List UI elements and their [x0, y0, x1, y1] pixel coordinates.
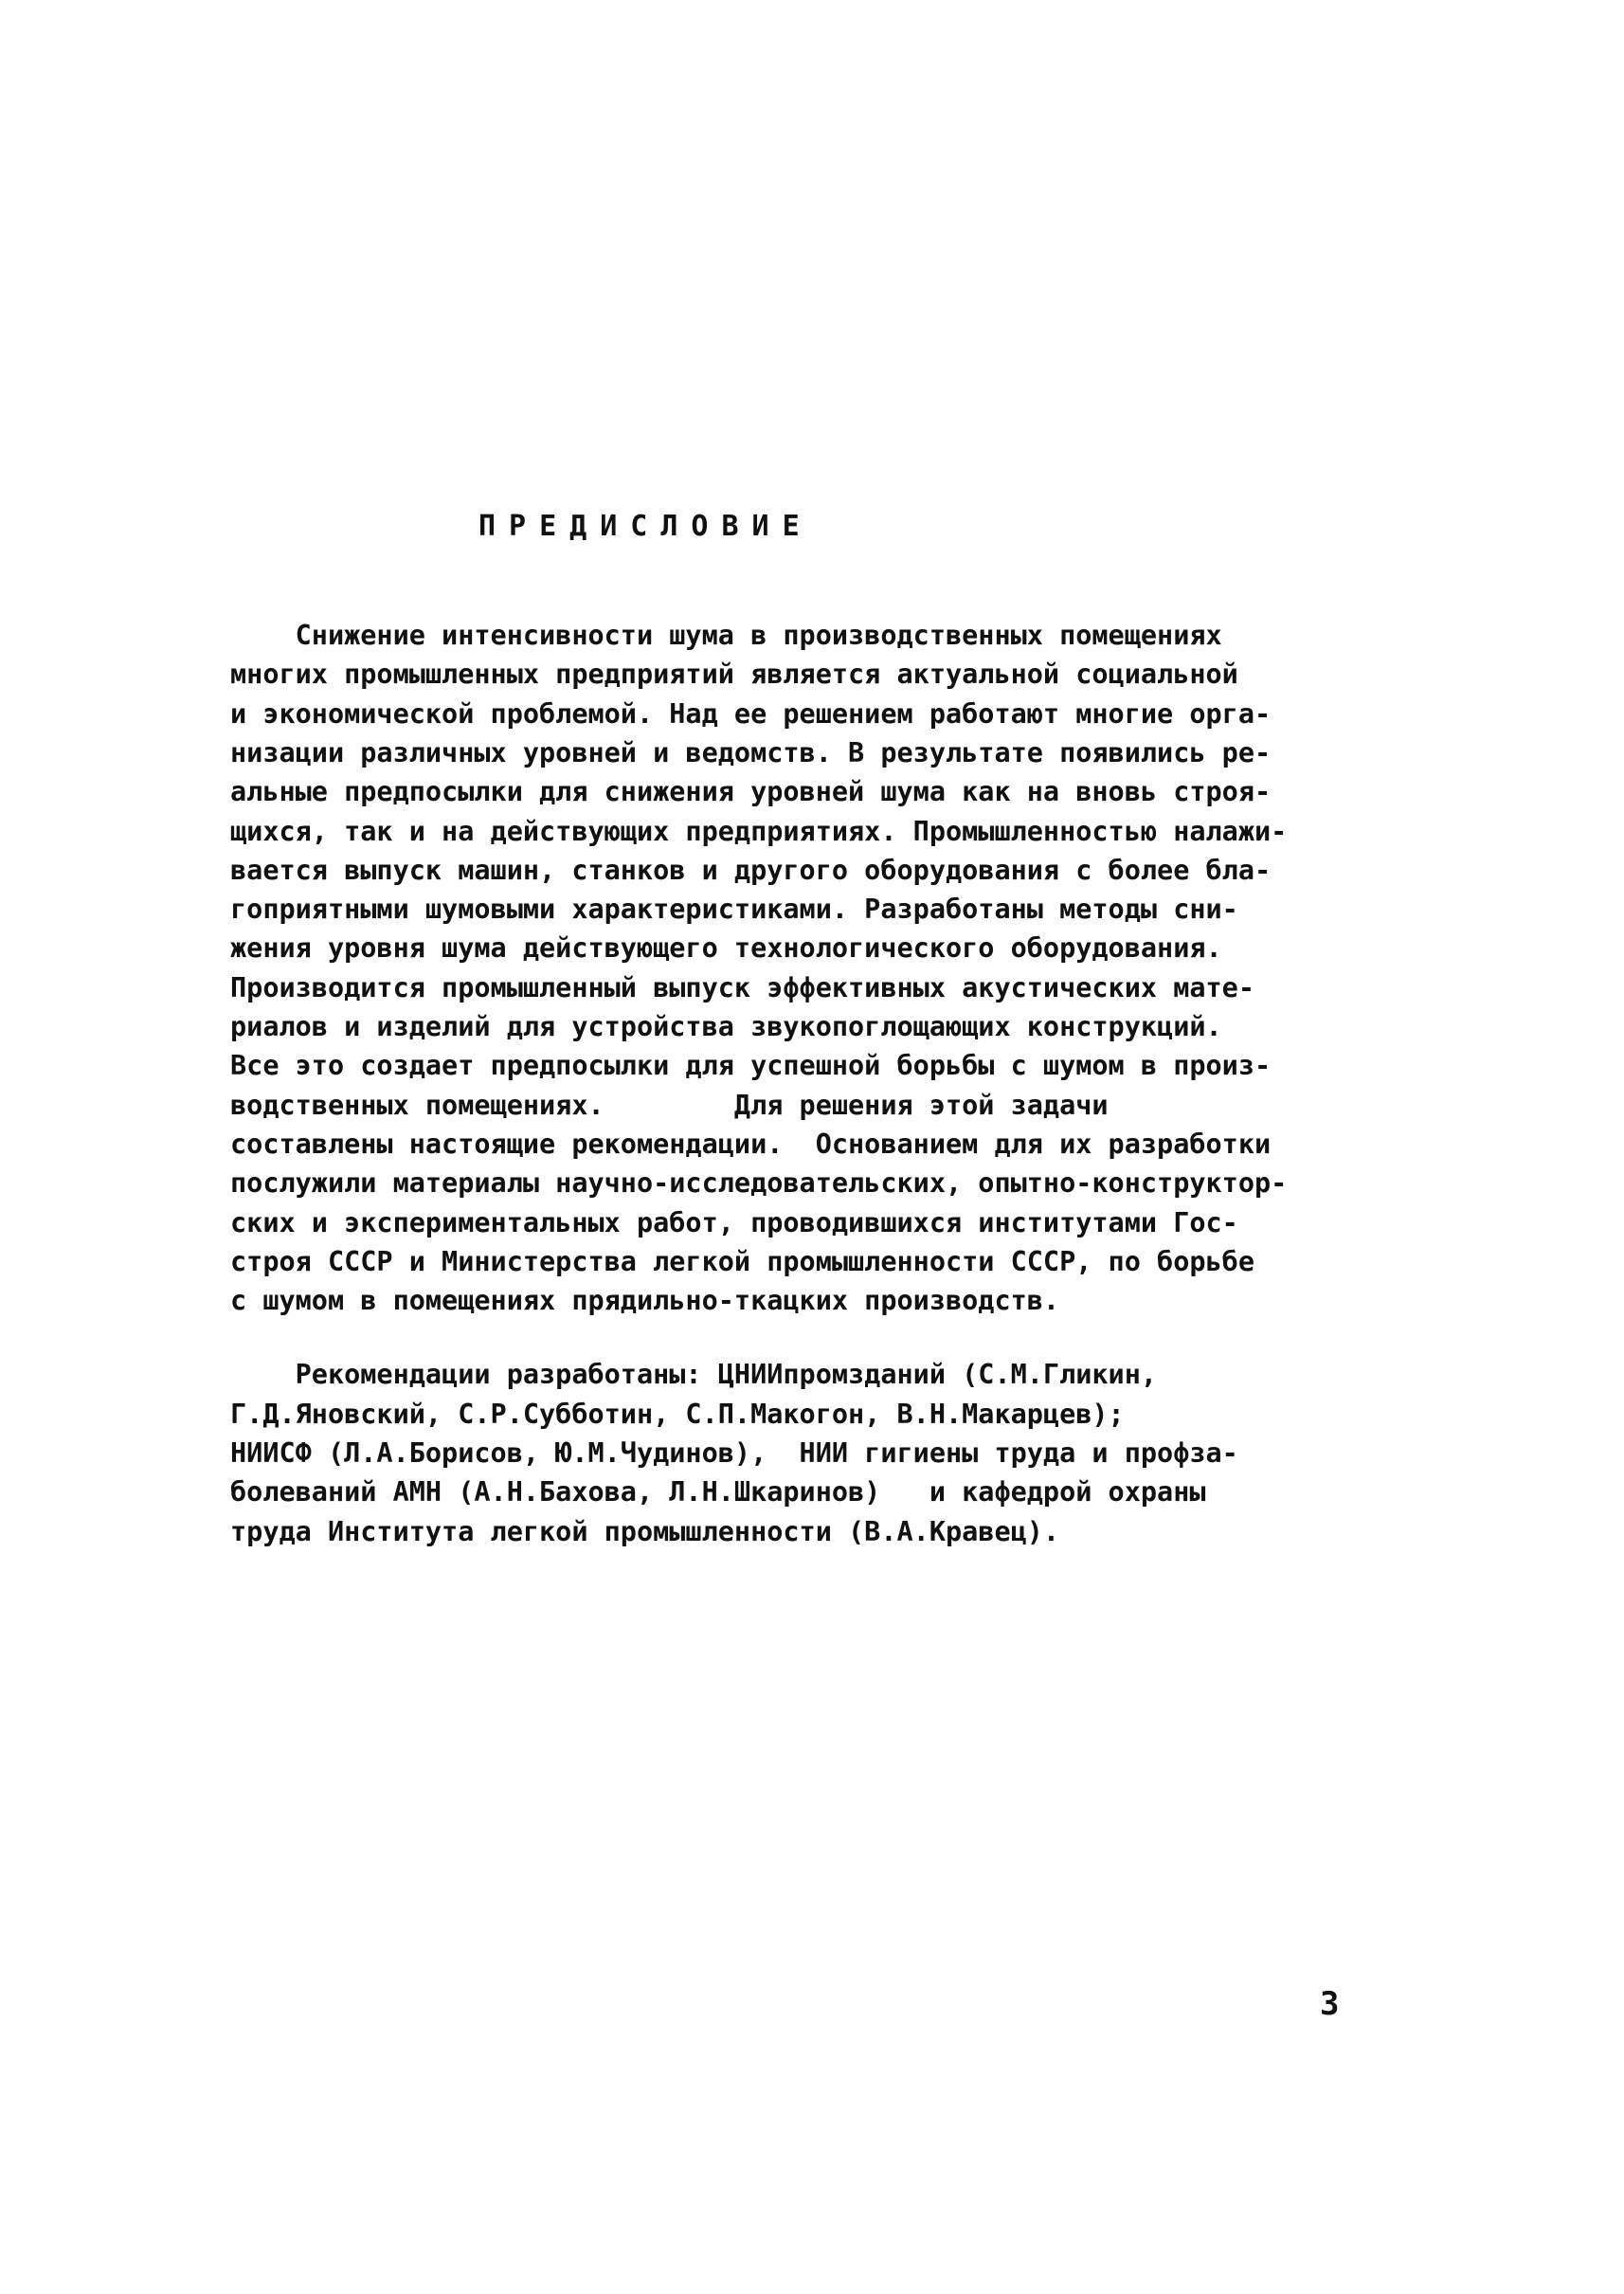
- paragraph-1-line: Все это создает предпосылки для успешной борьбы с шумом в произ-: [230, 1050, 1272, 1082]
- paragraph-1-line: вается выпуск машин, станков и другого оборудования с более бла-: [230, 854, 1272, 886]
- paragraph-1-line: альные предпосылки для снижения уровней шума как на вновь строя-: [230, 776, 1272, 808]
- paragraph-2-line: болеваний АМН (А.Н.Бахова, Л.Н.Шкаринов) и кафедрой охраны: [230, 1476, 1206, 1508]
- paragraph-1-line: водственных помещениях. Для решения этой задачи: [230, 1089, 1109, 1121]
- paragraph-1-line: риалов и изделий для устройства звукопоглощающих конструкций.: [230, 1011, 1222, 1042]
- paragraph-1-line: строя СССР и Министерства легкой промышленности СССР, по борьбе: [230, 1245, 1254, 1277]
- paragraph-1-line: ских и экспериментальных работ, проводившихся институтами Гос-: [230, 1206, 1238, 1238]
- paragraph-1-line: составлены настоящие рекомендации. Основанием для их разработки: [230, 1128, 1272, 1160]
- paragraph-2-line: труда Института легкой промышленности (В.А.Кравец).: [230, 1515, 1060, 1547]
- page-title: ПРЕДИСЛОВИЕ: [478, 510, 813, 543]
- paragraph-2-line: НИИСФ (Л.А.Борисов, Ю.М.Чудинов), НИИ гигиены труда и профза-: [230, 1437, 1238, 1469]
- paragraph-2-line: Г.Д.Яновский, С.Р.Субботин, С.П.Макогон, В.Н.Макарцев);: [230, 1398, 1125, 1430]
- paragraph-2-line: Рекомендации разработаны: ЦНИИпромзданий (С.М.Гликин,: [230, 1359, 1158, 1391]
- paragraph-1-line: низации различных уровней и ведомств. В результате появились ре-: [230, 736, 1272, 768]
- paragraph-1-line: многих промышленных предприятий является актуальной социальной: [230, 659, 1238, 691]
- page-number: 3: [1320, 1985, 1340, 2023]
- paragraph-1-line: Снижение интенсивности шума в производственных помещениях: [230, 620, 1222, 651]
- paragraph-1-line: жения уровня шума действующего технологического оборудования.: [230, 932, 1222, 965]
- paragraph-1-line: гоприятными шумовыми характеристиками. Разработаны методы сни-: [230, 894, 1238, 926]
- paragraph-1-line: послужили материалы научно-исследовательских, опытно-конструктор-: [230, 1167, 1288, 1200]
- paragraph-1-line: и экономической проблемой. Над ее решением работают многие орга-: [230, 697, 1272, 730]
- paragraph-1-line: с шумом в помещениях прядильно-ткацких производств.: [230, 1285, 1060, 1317]
- paragraph-1-line: щихся, так и на действующих предприятиях. Промышленностью налажи-: [230, 815, 1288, 847]
- paragraph-1-line: Производится промышленный выпуск эффективных акустических мате-: [230, 971, 1254, 1003]
